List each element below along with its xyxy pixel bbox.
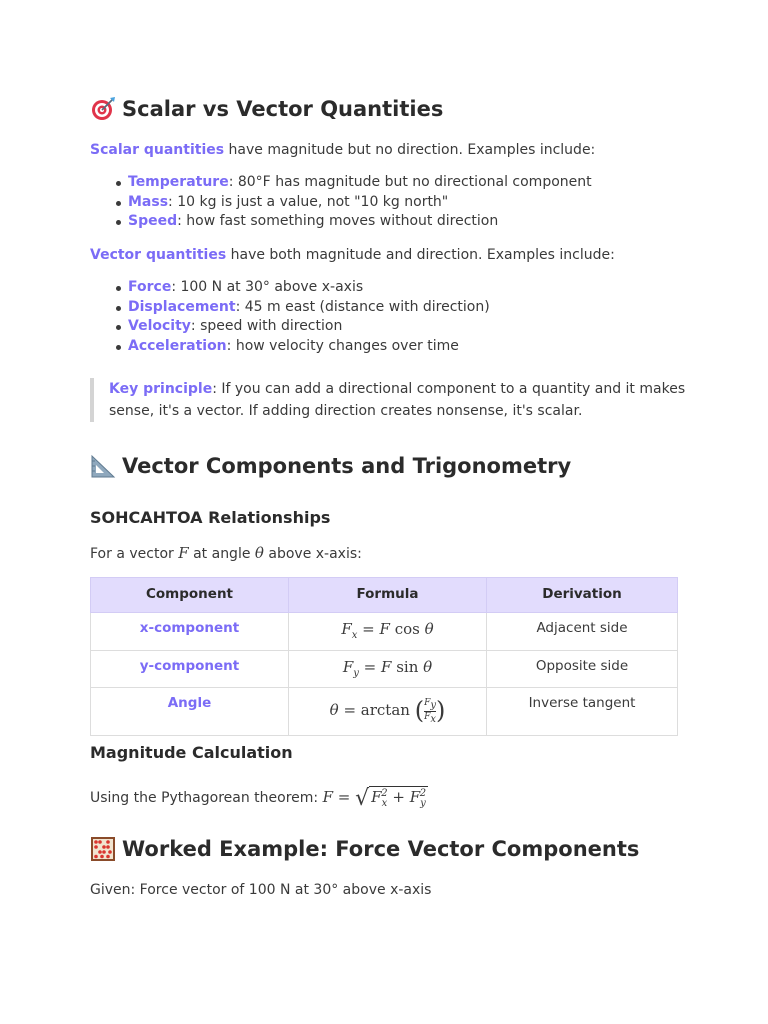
callout-term: Key principle xyxy=(109,381,213,397)
cell-component: y-component xyxy=(91,650,289,688)
scalar-examples-list xyxy=(90,173,592,232)
table-row xyxy=(91,613,678,651)
given-text: Given: Force vector of 100 N at 30° above x-axis xyxy=(90,882,432,898)
table-header-row xyxy=(91,578,678,613)
abacus-icon xyxy=(90,836,116,862)
list-item xyxy=(128,193,592,213)
item-text: : 45 m east (distance with direction) xyxy=(235,298,490,315)
item-term: Speed xyxy=(128,213,178,229)
item-text: : 80°F has magnitude but no directional component xyxy=(228,174,592,190)
list-item xyxy=(128,337,490,357)
scalar-term: Scalar quantities xyxy=(90,142,225,158)
list-item xyxy=(128,212,592,232)
magnitude-formula: F = √ $F_x^2 + F_y^2$ xyxy=(322,786,427,811)
components-table xyxy=(90,577,678,736)
scalar-paragraph xyxy=(90,140,595,160)
vector-term: Vector quantities xyxy=(90,247,227,263)
item-text: : speed with direction xyxy=(190,318,343,334)
section-title-text: Vector Components and Trigonometry xyxy=(122,454,572,478)
intro-var-theta: θ xyxy=(254,544,264,562)
table-row xyxy=(91,650,678,688)
pythagorean-paragraph xyxy=(90,783,428,815)
cell-component: x-component xyxy=(91,613,289,651)
cell-formula-x: $F_x = F$ cos θ xyxy=(289,613,487,651)
callout-text-2: sense, it's a vector. If adding direction creates nonsense, it's scalar. xyxy=(109,403,583,419)
item-term: Velocity xyxy=(128,318,191,334)
section-title-text: Worked Example: Force Vector Components xyxy=(122,837,640,861)
list-item xyxy=(128,317,490,337)
subheading-magnitude: Magnitude Calculation xyxy=(90,743,293,762)
item-term: Displacement xyxy=(128,298,236,315)
item-text: : how velocity changes over time xyxy=(226,337,459,354)
cell-derivation: Inverse tangent xyxy=(487,688,678,736)
intro-text: For a vector xyxy=(90,546,179,562)
item-text: : 100 N at 30° above x-axis xyxy=(171,279,364,295)
header-formula: Formula xyxy=(289,578,487,613)
intro-text: above x-axis: xyxy=(263,546,362,562)
cell-formula-y: $F_y = F$ sin θ xyxy=(289,650,487,688)
item-term: Acceleration xyxy=(128,337,227,354)
item-text: : how fast something moves without direction xyxy=(177,213,499,229)
pythagorean-text: Using the Pythagorean theorem: xyxy=(90,790,323,806)
intro-var-f: F xyxy=(178,544,189,562)
scalar-text: have magnitude but no direction. Examples include: xyxy=(224,142,596,158)
item-text: : 10 kg is just a value, not "10 kg north" xyxy=(168,193,449,210)
section-title-worked-example xyxy=(90,834,639,864)
cell-derivation: Adjacent side xyxy=(487,613,678,651)
section-title-scalar-vector xyxy=(90,94,443,124)
table-intro xyxy=(90,543,362,565)
item-term: Temperature xyxy=(128,174,229,190)
key-principle-callout xyxy=(90,378,689,422)
vector-examples-list xyxy=(90,278,490,356)
section-title-components xyxy=(90,451,571,481)
vector-text: have both magnitude and direction. Examples include: xyxy=(226,247,615,263)
vector-paragraph xyxy=(90,245,615,265)
table-row xyxy=(91,688,678,736)
header-derivation: Derivation xyxy=(487,578,678,613)
cell-derivation: Opposite side xyxy=(487,650,678,688)
list-item xyxy=(128,173,592,193)
subheading-sohcahtoa: SOHCAHTOA Relationships xyxy=(90,508,331,527)
intro-text: at angle xyxy=(188,546,255,562)
item-term: Mass xyxy=(128,193,169,210)
target-icon xyxy=(90,96,116,122)
item-term: Force xyxy=(128,279,172,295)
list-item xyxy=(128,278,490,298)
callout-text: : If you can add a directional component to a quantity and it makes xyxy=(212,381,686,397)
triangle-ruler-icon xyxy=(90,453,116,479)
header-component: Component xyxy=(91,578,289,613)
cell-formula-angle: θ = arctan ( $\frac{F_y}{F_x}$ ) xyxy=(289,688,487,736)
cell-component: Angle xyxy=(91,688,289,736)
section-title-text: Scalar vs Vector Quantities xyxy=(122,97,444,121)
list-item xyxy=(128,298,490,318)
